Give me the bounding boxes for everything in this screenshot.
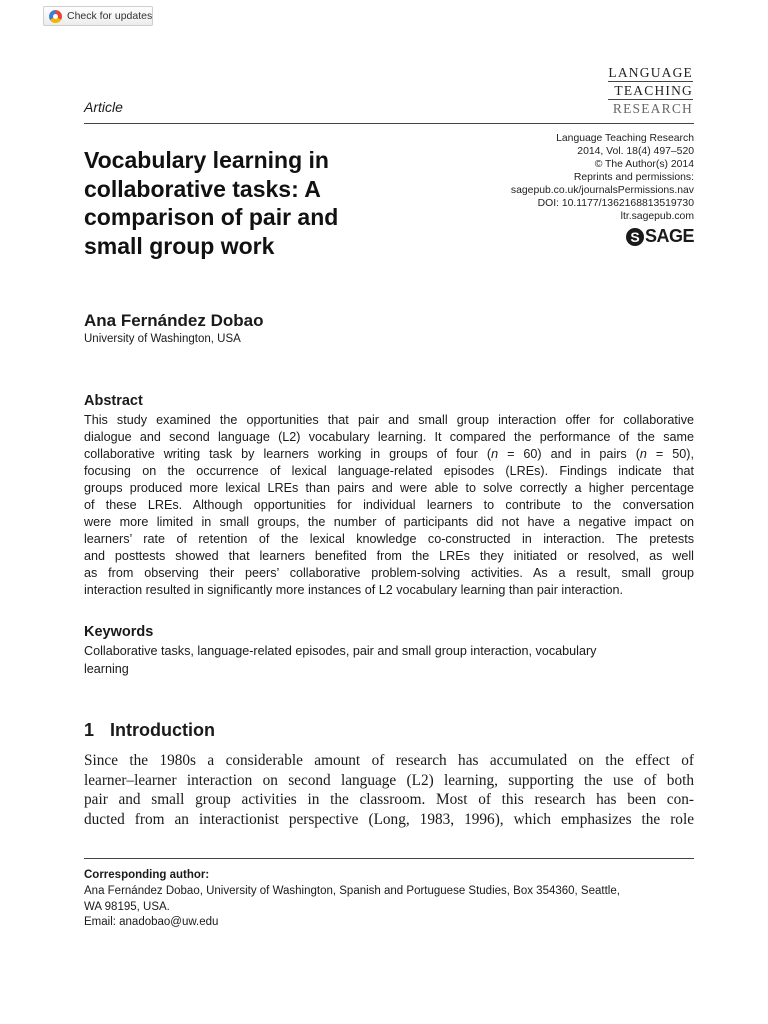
journal-url-link[interactable]: ltr.sagepub.com: [620, 211, 694, 222]
publication-info: [434, 132, 694, 223]
footnote-divider: [84, 858, 694, 859]
abstract-line: [84, 531, 694, 548]
title-line: comparison of pair and: [84, 204, 339, 230]
corresponding-author-details: [84, 884, 694, 931]
journal-logo-line-3: RESEARCH: [612, 101, 693, 116]
article-title: [84, 146, 414, 260]
abstract-text: as from observing their peers’ collaborative problem-solving activities. As a result, small group: [84, 566, 694, 580]
abstract-line: [84, 497, 694, 514]
article-type-label: Article: [84, 99, 123, 115]
abstract-line: [84, 582, 694, 599]
section-heading-introduction: [84, 720, 215, 741]
abstract-text: were more limited in small groups, the number of participants did not have a negative impact on: [84, 515, 694, 529]
permissions-link[interactable]: sagepub.co.uk/journalsPermissions.nav: [510, 185, 694, 196]
abstract-text: groups produced more lexical LREs than pairs and were able to solve correctly a higher percentage: [84, 481, 694, 495]
abstract-line: [84, 565, 694, 582]
keywords-heading: Keywords: [84, 624, 154, 640]
abstract-text: learners’ rate of retention of the lexical knowledge co-constructed in interaction. The pretests: [84, 532, 694, 546]
abstract-line: [84, 446, 694, 463]
keywords-body: [84, 643, 694, 678]
abstract-variable: n: [639, 447, 647, 461]
abstract-text: This study examined the opportunities that pair and small group interaction offer for collaborative: [84, 413, 694, 427]
corresponding-author-line: Ana Fernández Dobao, University of Washington, Spanish and Portuguese Studies, Box 354360, Seattle,: [84, 885, 620, 897]
journal-logo-line-1: LANGUAGE: [608, 65, 693, 80]
abstract-text: interaction resulted in significantly more instances of L2 vocabulary learning than pair interaction.: [84, 583, 624, 597]
doi-link[interactable]: DOI: 10.1177/1362168813519730: [537, 198, 694, 209]
abstract-text: of these LREs. Although opportunities for individual learners to contribute to the conversation: [84, 498, 694, 512]
abstract-body: [84, 412, 694, 599]
corresponding-author-heading: Corresponding author:: [84, 869, 210, 881]
author-affiliation: University of Washington, USA: [84, 333, 241, 345]
abstract-text: and posttests showed that learners benefited from the LREs they initiated or resolved, as well: [84, 549, 694, 563]
abstract-line: [84, 463, 694, 480]
author-name: Ana Fernández Dobao: [84, 311, 264, 330]
abstract-text: collaborative writing task by learners working in groups of four (: [84, 447, 492, 461]
corresponding-author-line: WA 98195, USA.: [84, 900, 170, 913]
header-divider: [84, 123, 694, 124]
crossmark-icon: [49, 10, 62, 23]
abstract-line: [84, 412, 694, 429]
check-for-updates-label: Check for updates: [67, 10, 153, 22]
section-number: 1: [84, 720, 95, 740]
keywords-line: learning: [84, 661, 129, 676]
title-line: collaborative tasks: A: [84, 175, 321, 202]
body-line: pair and small group activities in the classroom. Most of this research has been con-: [84, 791, 694, 808]
abstract-heading: Abstract: [84, 393, 143, 409]
abstract-line: [84, 480, 694, 497]
section-title: Introduction: [110, 720, 215, 740]
journal-logo: [608, 64, 693, 117]
title-line: small group work: [84, 232, 275, 259]
abstract-line: [84, 548, 694, 565]
abstract-text: focusing on the occurrence of lexical language-related episodes (LREs). Findings indicate that: [84, 464, 694, 478]
body-line: ducted from an interactionist perspective (Long, 1983, 1996), which emphasizes the role: [84, 810, 694, 828]
journal-logo-line-2: TEACHING: [608, 82, 693, 100]
volume-info: 2014, Vol. 18(4) 497–520: [577, 146, 694, 157]
publisher-name: SAGE: [644, 226, 694, 246]
abstract-variable: n: [491, 447, 499, 461]
keywords-line: Collaborative tasks, language-related episodes, pair and small group interaction, vocabulary: [84, 644, 597, 658]
abstract-text: dialogue and second language (L2) vocabulary learning. It compared the performance of the same: [84, 430, 694, 444]
check-for-updates-button[interactable]: [43, 6, 153, 26]
abstract-text: = 50),: [646, 447, 694, 461]
body-line: Since the 1980s a considerable amount of research has accumulated on the effect of: [84, 752, 694, 769]
abstract-line: [84, 514, 694, 531]
body-line: learner–learner interaction on second language (L2) learning, supporting the use of both: [84, 771, 694, 789]
copyright-line: © The Author(s) 2014: [594, 159, 694, 170]
corresponding-author-email[interactable]: Email: anadobao@uw.edu: [84, 916, 219, 928]
publisher-logo: [626, 226, 694, 247]
title-line: Vocabulary learning in: [84, 147, 329, 173]
journal-name: Language Teaching Research: [556, 133, 694, 144]
sage-icon: S: [626, 228, 644, 246]
introduction-body: [84, 751, 694, 829]
reprints-label: Reprints and permissions:: [573, 172, 694, 183]
abstract-line: [84, 429, 694, 446]
abstract-text: = 60) and in pairs (: [498, 447, 640, 461]
